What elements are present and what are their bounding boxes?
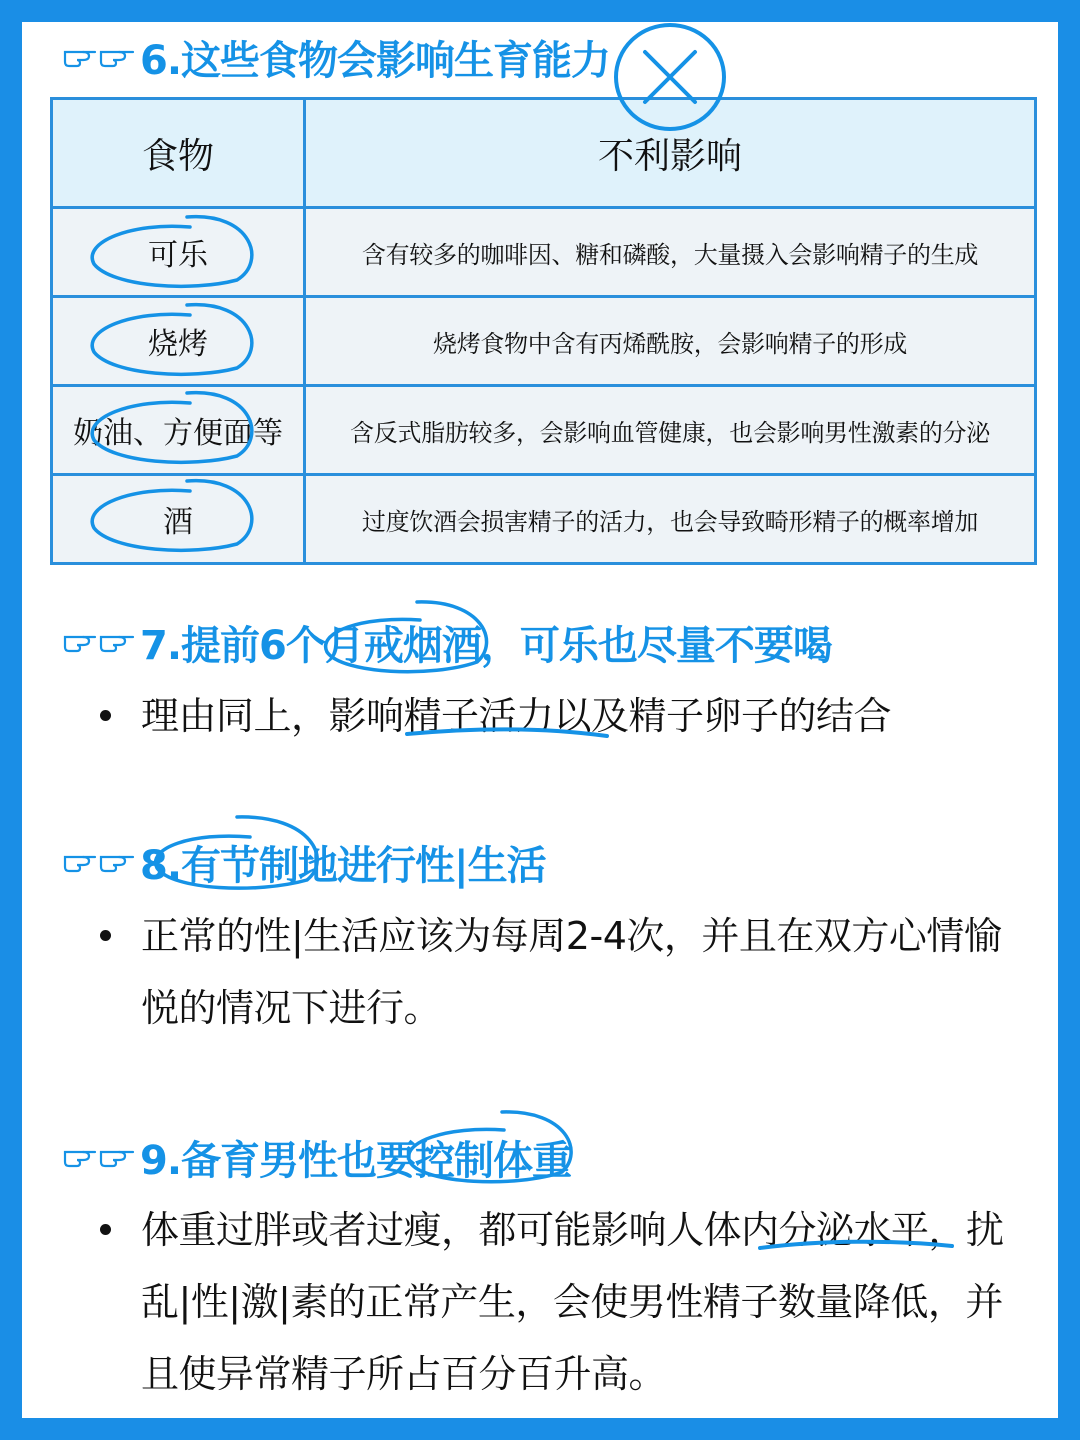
list-item (94, 1194, 1034, 1410)
section-7-body (94, 680, 1034, 752)
pointing-hands-icon (62, 1142, 136, 1172)
food-cell: 可乐 (52, 208, 305, 297)
section-8-body (94, 900, 1034, 1044)
table-row (52, 297, 1036, 386)
effect-cell: 过度饮酒会损害精子的活力，也会导致畸形精子的概率增加 (305, 475, 1036, 564)
effect-cell: 含有较多的咖啡因、糖和磷酸，大量摄入会影响精子的生成 (305, 208, 1036, 297)
table-row (52, 475, 1036, 564)
list-item (94, 680, 1034, 752)
bullet-text: 正常的性|生活应该为每周2-4次，并且在双方心情愉悦的情况下进行。 (141, 914, 1002, 1030)
section-6-heading (62, 22, 610, 92)
table-header-effect: 不利影响 (305, 99, 1036, 208)
table-row (52, 208, 1036, 297)
bullet-text: 理由同上，影响精子活力以及精子卵子的结合 (141, 694, 892, 738)
section-8-title: 8.有节制地进行性|生活 (140, 842, 546, 889)
pointing-hands-icon (62, 847, 136, 877)
table-header-row (52, 99, 1036, 208)
food-cell: 酒 (52, 475, 305, 564)
section-6-title: 6.这些食物会影响生育能力 (140, 37, 611, 84)
article-page (22, 22, 1058, 1418)
table-row (52, 386, 1036, 475)
effect-cell: 烧烤食物中含有丙烯酰胺，会影响精子的形成 (305, 297, 1036, 386)
food-effects-table (50, 97, 1037, 565)
bullet-text: 体重过胖或者过瘦，都可能影响人体内分泌水平，扰乱|性|激|素的正常产生，会使男性精子数量降低，并且使异常精子所占百分百升高。 (141, 1208, 1004, 1396)
bullet-dot (100, 710, 111, 721)
section-7-title: 7.提前6个月戒烟酒，可乐也尽量不要喝 (140, 622, 832, 669)
pointing-hands-icon (62, 627, 136, 657)
section-9-body (94, 1194, 1034, 1410)
section-7-heading (62, 607, 832, 677)
effect-cell: 含反式脂肪较多，会影响血管健康，也会影响男性激素的分泌 (305, 386, 1036, 475)
list-item (94, 900, 1034, 1044)
section-8-heading (62, 827, 546, 897)
bullet-dot (100, 1224, 111, 1235)
table-header-food: 食物 (52, 99, 305, 208)
bullet-dot (100, 930, 111, 941)
pointing-hands-icon (62, 42, 136, 72)
food-cell: 烧烤 (52, 297, 305, 386)
food-cell: 奶油、方便面等 (52, 386, 305, 475)
section-9-heading (62, 1122, 571, 1192)
section-9-title: 9.备育男性也要控制体重 (140, 1137, 572, 1184)
